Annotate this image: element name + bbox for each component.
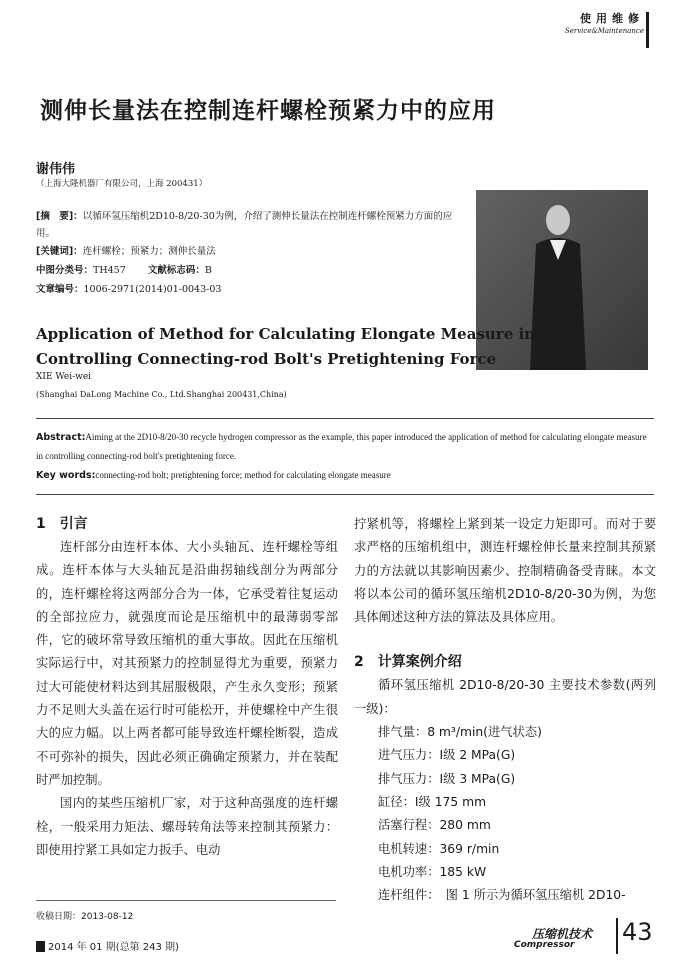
column-right (354, 513, 656, 907)
author-affiliation: （上海大隆机器厂有限公司，上海 200431） (36, 179, 208, 189)
section-2-heading: 2 计算案例介绍 (354, 654, 462, 671)
section-divider (646, 12, 649, 48)
article-number-value: 1006-2971(2014)01-0043-03 (83, 284, 222, 295)
section-2-intro: 循环氢压缩机 2D10-8/20-30 主要技术参数(两列一级)： (354, 678, 656, 716)
section-label-cn: 使用维修 (580, 12, 644, 25)
abstract-en-block (36, 428, 654, 485)
param-item: 电机功率：185 kW (378, 864, 487, 879)
param-item: 排气压力：Ⅰ级 3 MPa(G) (378, 771, 516, 786)
article-number-label: 文章编号： (36, 284, 84, 295)
section-label-en: Service&Maintenance (564, 27, 644, 35)
keywords-cn-text: 连杆螺栓；预紧力；测伸长量法 (82, 246, 216, 257)
section-1-paragraph-1: 连杆部分由连杆本体、大小头轴瓦、连杆螺栓等组成。连杆本体与大头轴瓦是沿曲拐轴线剖分为两部分的，连杆螺栓将这两部分合为一体，它承受着往复运动的全部拉应力，就强度而论是压缩机中的最薄弱零部件，它的破坏常导致压缩机的重大事故。因此在压缩机实际运行中，对其预紧力的控制显得尤为重要，预紧力过大可能使材料达到其屈服极限，产生永久变形；预紧力不足则大头盖在运行时可能松开，并使螺栓中产生很大的应力幅。以上两者都可能导致连杆螺栓断裂，造成不可弥补的损失，因此必须正确确定预紧力，并在装配时严加控制。 (36, 540, 338, 787)
abstract-en-text: Aiming at the 2D10-8/20-30 recycle hydrogen compressor as the example, this paper introduced the application of method for calculating elongate measure in controlling connecting-rod bolt's pretightening force. (36, 432, 647, 461)
param-item: 排气量：8 m³/min(进气状态) (378, 725, 542, 740)
page-number-divider (616, 918, 618, 954)
section-1-heading: 1 引言 (36, 516, 88, 532)
journal-logo-en: Compressor (514, 940, 575, 950)
doc-code-label: 文献标志码： (147, 265, 205, 276)
keywords-cn (36, 243, 456, 260)
abstract-cn-label: [摘 要]： (36, 211, 83, 222)
english-title-line-2: Controlling Connecting-rod Bolt's Pretightening Force (36, 350, 497, 368)
column-left (36, 513, 338, 862)
figure-reference-line: 连杆组件： 图 1 所示为循环氢压缩机 2D10- (378, 888, 626, 903)
issue-info (36, 938, 179, 953)
author-name: 谢伟伟 (36, 162, 76, 177)
keywords-en (36, 466, 654, 485)
keywords-en-label: Key words: (36, 470, 96, 481)
footnote-rule (36, 900, 336, 901)
english-title-line-1: Application of Method for Calculating Elongate Measure in (36, 325, 536, 343)
english-author: XIE Wei-wei (36, 372, 92, 382)
doc-code-value: B (204, 265, 212, 276)
page-number: 43 (622, 918, 653, 946)
column-2-paragraph-1: 拧紧机等，将螺栓上紧到某一设定力矩即可。而对于要求严格的压缩机组中，测连杆螺栓伸长量来控制其预紧力的方法就以其影响因素少、控制精确备受青睐。本文将以本公司的循环氢压缩机2D10-8/20-30为例，为您具体阐述这种方法的算法及具体应用。 (354, 517, 656, 625)
classification (36, 262, 456, 279)
received-date: 收稿日期：2013-08-12 (36, 912, 134, 922)
classification-label: 中图分类号： (36, 265, 94, 276)
english-affiliation: (Shanghai DaLong Machine Co., Ltd.Shanghai 200431,China) (36, 390, 287, 399)
param-item: 缸径：Ⅰ级 175 mm (378, 794, 487, 809)
abstract-en-label: Abstract: (36, 432, 86, 443)
classification-value: TH457 (93, 265, 126, 276)
keywords-en-text: connecting-rod bolt; pretightening force; method for calculating elongate measure (95, 470, 391, 480)
keywords-cn-label: [关键词]： (36, 246, 83, 257)
issue-text: 2014 年 01 期(总第 243 期) (48, 942, 179, 953)
section-1-paragraph-2: 国内的某些压缩机厂家，对于这种高强度的连杆螺栓，一般采用力矩法、螺母转角法等来控制其预紧力：即使用拧紧工具如定力扳手、电动 (36, 796, 338, 857)
abstract-top-rule (36, 418, 654, 419)
abstract-cn (36, 208, 456, 242)
abstract-cn-text: 以循环氢压缩机2D10-8/20-30为例，介绍了测伸长量法在控制连杆螺栓预紧力方面的应用。 (36, 211, 453, 239)
article-title: 测伸长量法在控制连杆螺栓预紧力中的应用 (40, 98, 496, 124)
abstract-bottom-rule (36, 494, 654, 495)
article-number (36, 281, 456, 298)
english-title (36, 322, 535, 372)
param-item: 进气压力：Ⅰ级 2 MPa(G) (378, 748, 516, 763)
param-item: 活塞行程：280 mm (378, 818, 491, 833)
param-item: 电机转速：369 r/min (378, 841, 500, 856)
issue-square-icon (36, 941, 45, 952)
abstract-en (36, 428, 654, 466)
journal-logo-cn: 压缩机技术 (532, 927, 593, 941)
